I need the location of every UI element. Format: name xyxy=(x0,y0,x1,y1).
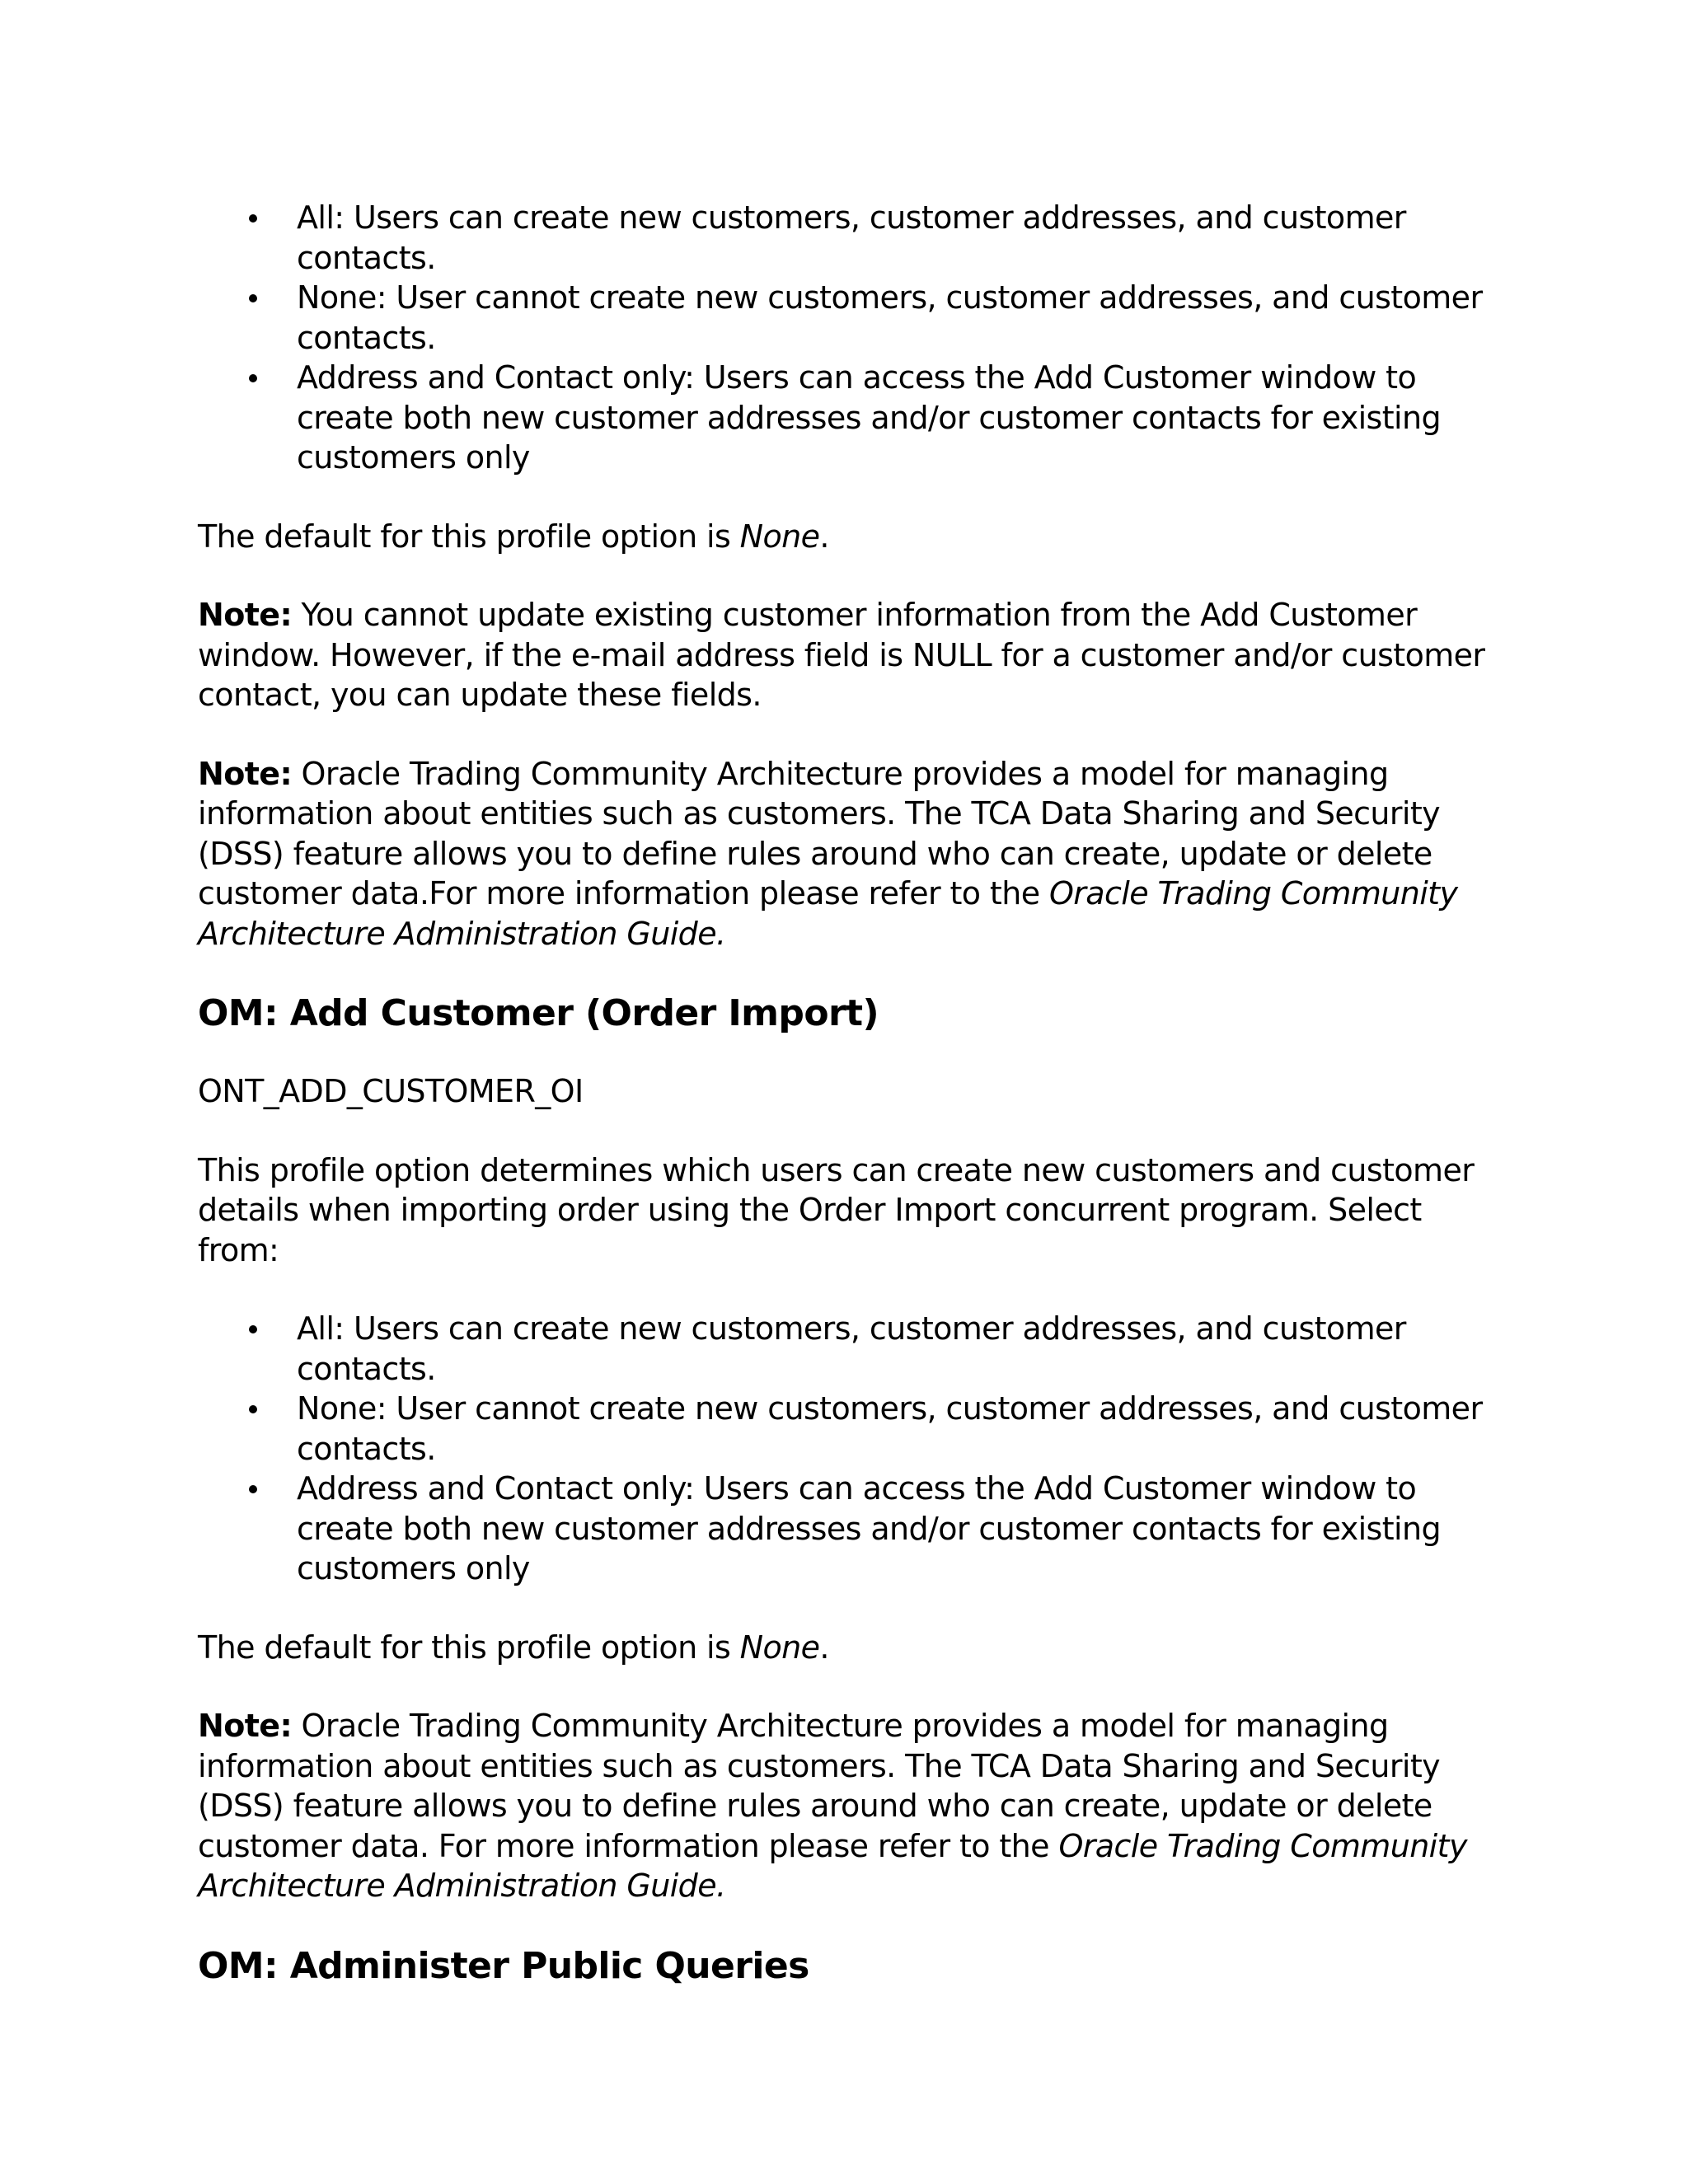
bullet-icon xyxy=(249,374,257,382)
document-page xyxy=(198,198,1500,2024)
bullet-icon xyxy=(249,294,257,302)
section-heading: OM: Add Customer (Order Import) xyxy=(198,992,879,1034)
guide-reference: Oracle Trading Community Architecture Administration Guide. xyxy=(198,875,1458,952)
note-paragraph xyxy=(198,595,1500,715)
profile-option-code: ONT_ADD_CUSTOMER_OI xyxy=(198,1073,584,1109)
list-item xyxy=(198,278,1500,358)
bullet-icon xyxy=(249,1485,257,1493)
list-item-text: Address and Contact only: Users can access the Add Customer window to create both new customer addresses and/or customer contacts for existing customers only xyxy=(297,359,1442,476)
note-text: Oracle Trading Community Architecture provides a model for managing information about entities such as customers. The TCA Data Sharing and Security (DSS) feature allows you to define rules around who can create, update or delete customer data.For more information please refer to the xyxy=(198,755,1441,912)
default-paragraph xyxy=(198,1628,1500,1668)
list-item-text: None: User cannot create new customers, customer addresses, and customer contacts. xyxy=(297,279,1483,356)
list-item xyxy=(198,1309,1500,1389)
default-suffix: . xyxy=(819,1629,829,1666)
section-heading: OM: Administer Public Queries xyxy=(198,1944,809,1987)
note-label: Note: xyxy=(198,755,293,792)
bullet-icon xyxy=(249,214,257,223)
default-value: None xyxy=(739,518,820,555)
list-item xyxy=(198,1389,1500,1469)
default-prefix: The default for this profile option is xyxy=(198,518,740,555)
note-text: Oracle Trading Community Architecture provides a model for managing information about entities such as customers. The TCA Data Sharing and Security (DSS) feature allows you to define rules around who can create, update or delete customer data. For more information please refer to the xyxy=(198,1708,1441,1864)
list-item-text: None: User cannot create new customers, customer addresses, and customer contacts. xyxy=(297,1390,1483,1467)
option-list xyxy=(198,1309,1500,1589)
list-item-text: All: Users can create new customers, customer addresses, and customer contacts. xyxy=(297,1310,1406,1387)
note-label: Note: xyxy=(198,1708,293,1744)
default-paragraph xyxy=(198,517,1500,557)
description-paragraph: This profile option determines which users can create new customers and customer details when importing order using the Order Import concurrent program. Select from: xyxy=(198,1151,1475,1268)
note-text: You cannot update existing customer information from the Add Customer window. However, if the e-mail address field is NULL for a customer and/or customer contact, you can update these fields. xyxy=(198,597,1485,713)
default-suffix: . xyxy=(819,518,829,555)
bullet-icon xyxy=(249,1405,257,1413)
list-item-text: Address and Contact only: Users can access the Add Customer window to create both new customer addresses and/or customer contacts for existing customers only xyxy=(297,1470,1442,1586)
default-value: None xyxy=(739,1629,820,1666)
list-item-text: All: Users can create new customers, customer addresses, and customer contacts. xyxy=(297,199,1406,276)
note-paragraph xyxy=(198,754,1500,954)
list-item xyxy=(198,198,1500,278)
list-item xyxy=(198,358,1500,478)
default-prefix: The default for this profile option is xyxy=(198,1629,740,1666)
note-label: Note: xyxy=(198,597,293,633)
note-paragraph xyxy=(198,1706,1500,1906)
option-list xyxy=(198,198,1500,478)
bullet-icon xyxy=(249,1325,257,1333)
guide-reference: Oracle Trading Community Architecture Administration Guide. xyxy=(198,1827,1467,1904)
list-item xyxy=(198,1469,1500,1589)
